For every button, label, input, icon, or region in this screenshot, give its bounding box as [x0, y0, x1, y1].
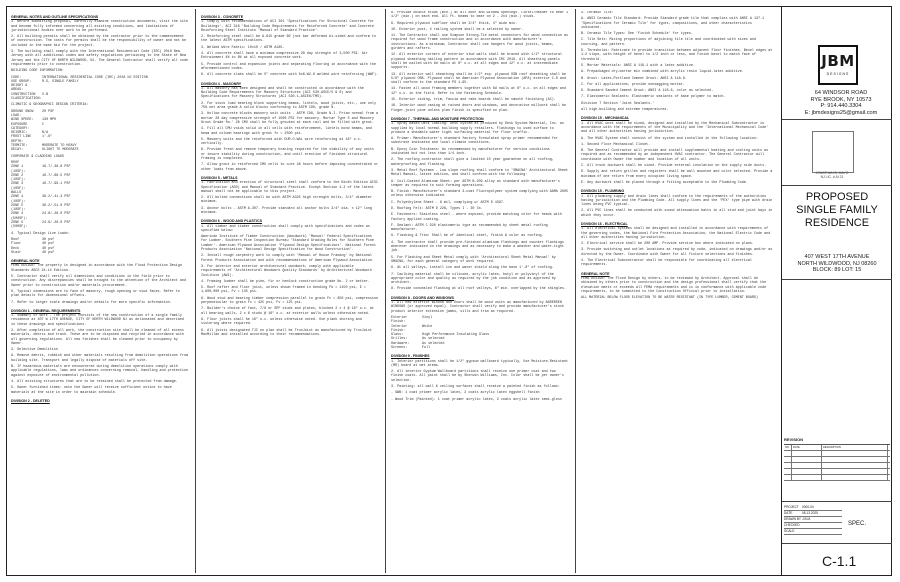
note-paragraph: 1. All timber and timber construction shall comply with specifications and codes as specified below: [201, 224, 370, 233]
note-paragraph: 12. All exterior corners of exterior stud walls shall be braced with 1/2" structural plywood sheathing nailing pattern in accordance with IRC 2018. All sheathing panels shall be nailed with 8d nails at 6" o.c. at all edges and 12" o.c. at intermediate supports. [391, 53, 562, 71]
criteria-value: 24.8/-28.0 PSF [42, 221, 71, 226]
criteria-value: R-5, SINGLE FAMILY [42, 79, 79, 84]
note-paragraph: A. Prepackaged dry-mortar mix combined with acrylic resin liquid-latex additive. [581, 70, 744, 75]
separator-line [782, 185, 892, 186]
criteria-value: 16.7/-68.5 PSF [42, 173, 71, 178]
criteria-label: ZONE 2 (10SF): [11, 173, 26, 183]
revision-header: DATE [792, 445, 822, 450]
note-paragraph: D. Supply and return grilles and registers shall be wall mounted and color selected. Provide a minimum of one return from every occupied living space. [581, 170, 773, 179]
criteria-value: MODERATE TO HEAVY [42, 144, 77, 149]
note-paragraph: 1. All HVAC work shall be sized, designed and installed by the Mechanical Subcontractor in accordance with the requirements of the Municipality and the 'International Mechanical Code' and all other authorities having jurisdiction. [581, 121, 769, 135]
criteria-value: 16.7/-99.1 PSF [42, 182, 71, 187]
note-paragraph: B. Grout: Latex-Portland Cement Grout: ANSI A 118.6. [581, 76, 687, 81]
note-paragraph: 6. Wood stud and bearing timber compression parallel to grain Fc = 850 psi, compression perpendicular to grain Fc = 425 psi, Fv = 125 psi. [201, 296, 379, 306]
note-paragraph: 2. All building permits shall be obtained by the contractor prior to the commencement of construction. The costs for permits shall be the responsibility of owner and not be included in the base bid for the project. [11, 35, 186, 48]
firm-address [796, 90, 886, 116]
note-paragraph: B. If hazardous materials are encountered during demolition operations comply with applicable regulations, laws and ordinances concerning removal, handling and protection against exposure of environmental pollution. [11, 365, 189, 378]
revision-title: REVISION [784, 437, 804, 442]
criteria-label: ZONE 5 (500SF): [11, 221, 28, 230]
criteria-value: 16.7/-38.8 PSF [42, 165, 71, 170]
address-line: E: jbmdesigns25@gmail.com [804, 109, 878, 116]
note-paragraph: FEMA DESIGN: The Flood Design by others, to be reviewed by Architect. Approval shall be obtained by others prior to construction and the design professional shall certify that the elevation meets or exceeds all FEMA requirements and is in conformance with applicable code requirements, to be submitted to the Construction Official prior to installation. [581, 276, 767, 294]
note-paragraph: FEMA DESIGN: The property is designed in accordance with the Flood Protection Design Standards ASCE 24-14 Edition. [11, 264, 182, 273]
criteria-label: GROUND SNOW LOAD: [11, 109, 34, 118]
note-paragraph: C. Polyethylene Sheet - 6 mil, complying w/ ASTM D 4397. [391, 200, 505, 205]
note-paragraph: 8. Provide double studs (min.) at all door and window openings. Lintel/Header to bear 1 1/2" (min.) on each end. All ft. beams to bear on 2 - 2x4 (min.) studs. [391, 11, 569, 20]
project-title [786, 191, 888, 230]
criteria-value: C [42, 122, 45, 127]
section-heading: DIVISION 4 - MASONRY [201, 81, 242, 86]
section-heading: DIVISION 8 - DOORS AND WINDOWS [391, 295, 454, 300]
note-paragraph: C. All trunk ductwork shall be sized. Provide external insulation on the supply side ducts. [581, 164, 767, 169]
criteria-label: WALLS [11, 190, 22, 195]
criteria-value: V-B [42, 92, 49, 97]
note-paragraph: B. Ceramic Tile Types: See 'Finish Schedule' for types. [581, 32, 693, 37]
note-paragraph: 6. Provide fresh and remove temporary bracing required for the stability of any units or insure stability during construction, and until erection of finished structural framing is completed. [201, 148, 374, 162]
note-paragraph: 7. Refer to larger scale drawings and/or details for more specific information. [11, 300, 172, 305]
info-row [784, 529, 842, 535]
criteria-value: 40 psf [42, 242, 55, 247]
revision-header: NO. [784, 445, 792, 450]
note-paragraph: 5. Roof rafter and floor joist, unless shown framed in bending Fb = 1150 psi, E = 1,600,000 psi, Fv = 135 psi. [201, 286, 366, 295]
criteria-label: TERMITE: [11, 144, 28, 149]
note-paragraph: 2. For stock load bearing block supporting beams, lintels, wood joists, etc., use only 75% net area grade A solid blocks conforming to ASTM C90, grade N. [201, 101, 376, 111]
criteria-value: Full [422, 346, 431, 350]
note-paragraph: 2. All bolted connections shall be with ASTM A325 high strength bolts, 3/4" diameter minimum. [201, 196, 372, 205]
note-paragraph: BUILDING CODE INFORMATION: [11, 69, 64, 74]
section-heading: DIVISION 15 - MECHANICAL [581, 116, 630, 121]
note-paragraph: 2. The roofing contractor shall give a limited 10 year guarantee on all roofing, waterproofing and flashing. [391, 158, 554, 167]
note-paragraph: 2. After completion of all work, the construction site shall be cleaned of all excess materials, debris and trash. These are to be disposed and recycled in accordance with all governing regulations. All new finishes shall be cleaned prior to occupancy by Owner. [11, 329, 184, 346]
criteria-label: CODE: [11, 75, 22, 80]
column-divider [195, 9, 196, 573]
note-paragraph: 3. The building shall comply with the International Residential Code (IRC) 2018 New Jersey with all additional codes and safety regulations pertaining to the State of New Jersey and the CITY OF NORTH WILDWOOD, NJ. The General Contractor shall verify all code requirements prior to construction. [11, 50, 189, 67]
section-heading: DIVISION 9 - FINISHES [391, 354, 430, 359]
criteria-label: USE GROUP: [11, 79, 32, 84]
note-paragraph: 14. Fasten all wood framing members together with 8d nails at 6" o.c. on all edges and 12" o.c. in the field. Refer to the Fastening Schedule. [391, 87, 566, 96]
criteria-value [42, 84, 189, 93]
criteria-value: 38.2/-51.0 PSF [42, 203, 71, 208]
note-paragraph: 3. Hollow concrete blocks masonry unit units - ASTM C90, Grade N-I. Prism normal from a mortar 28 day compressive strength of 1500 PSI for masonry. Mortar Type S and Masonry Grout Grade fm.' 28 CMU shall be fully grouted at each rail and be filled with grout. [201, 112, 379, 125]
note-paragraph: 4. The contractor shall provide pre-finished aluminum flashings and counter flashings wherever indicated on the drawings and as necessary to make a weather and water-tight job. [391, 240, 564, 254]
project-address-line: NORTH WILDWOOD, NJ 08260 [797, 260, 877, 267]
column-divider [575, 9, 576, 573]
logo-main: JBM [821, 52, 855, 70]
sheet-number: C-1.1 [822, 553, 857, 569]
note-paragraph: 5. Mortar Materials: ANSI A 118.1 with a latex additive. [581, 63, 695, 68]
info-label: CHECKED [784, 523, 800, 527]
note-paragraph: C. For all applications, provide nonsagging mortar. [581, 82, 685, 87]
note-paragraph: A. Coil-Coated Aluminum Sheet: per ASTM B-209 alloy as standard with manufacturer's temper as required to suit forming operations. [391, 179, 560, 188]
note-paragraph: 8. Provide concealed flashing at all roof valleys, 6" min. overlapped by the shingles. [391, 287, 566, 292]
separator-line [782, 279, 892, 280]
note-paragraph: E. Any ductwork shall be placed through a fitting acceptable to the Plumbing Code. [581, 180, 748, 185]
note-paragraph: 4. Typical Design Live Loads: [11, 231, 71, 236]
note-paragraph: 3. Anchor bolts - ASTM A-307. Provide standard all anchor bolts 3/4" dia. x 12" long minimum. [201, 206, 372, 215]
criteria-label: Exterior Finish: [391, 315, 408, 325]
criteria-label: HEIGHT & AREAS: [11, 84, 28, 93]
note-paragraph: 3. For interior and exterior architectural woodwork, comply with applicable requirements of 'Architectural Woodwork Quality Standards' by Architectural Woodwork Institute (AWI). [201, 264, 372, 278]
project-info-table [784, 505, 842, 535]
criteria-value: High Performance Insulating Glass [422, 333, 490, 338]
seal-name: JONATHAN B. MAYO [815, 171, 849, 175]
note-paragraph: A. Remove debris, rubbish and other materials resulting from demolition operations from building site. Transport and legally dispose of materials off site. [11, 354, 189, 363]
revision-table [784, 437, 890, 481]
note-paragraph: 7. Elastomeric Sealants: Elastomeric sealants of base polymer to match. [581, 95, 726, 100]
note-paragraph: 9. All joists designated TJI on plan shall be TrusJoist as manufactured by TrusJoist MacMillan and installed according to their recommendations. [201, 328, 372, 337]
criteria-label: Interior Finish: [391, 324, 408, 333]
note-paragraph: F. Sealant: ASTM C 920 elastomeric type as recommended by sheet metal roofing manufacturer. [391, 223, 548, 233]
notes-column-3 [391, 11, 569, 571]
note-paragraph: A. ANSI Ceramic Tile Standard: Provide Standard grade tile that complies with ANSI A 137.1 'Specifications for Ceramic Tile' for types, compositions, and other characteristics indicated. [581, 17, 765, 30]
criteria-table [11, 238, 189, 255]
criteria-label: ZONE 1 (10SF): [11, 165, 26, 174]
separator-line [782, 501, 892, 502]
note-paragraph: 4. Ceramic Tile: [581, 11, 614, 15]
note-paragraph: 13. All exterior wall sheathing shall be 1/2" exp. plywood OSB roof sheathing shall be 5/8" plywood OSB. Plywood shall be American Plywood Association (APA) exterior C-D and shall conform to the standard PS 1-95. [391, 72, 566, 86]
criteria-value: 40 psf [42, 246, 55, 251]
address-line: RYE BROOK, NY 10573 [810, 96, 872, 103]
section-heading: DIVISION 3 - CONCRETE [201, 15, 244, 19]
note-paragraph: B. Finish: Manufacturer's standard 3-coat Fluoropolymer system complying with AAMA 2605 unless otherwise indicated. [391, 190, 569, 199]
professional-seal [812, 123, 852, 181]
note-paragraph: 8. Floor joists shall be 16" o.c. unless otherwise noted. Use plank shoring and sistering where required. [201, 317, 362, 327]
note-paragraph: 4. Fill all CMU voids solid in all cells with reinforcement, lintels bond beams, and beam and column bearings with grout fc = 2500 psi. [201, 127, 372, 136]
section-heading: GENERAL NOTES AND OUTLINE SPECIFICATIONS [11, 15, 99, 19]
info-value [802, 523, 842, 528]
revision-row [784, 475, 890, 481]
section-heading: DIVISION 7 - THERMAL AND MOISTURE PROTECTION [391, 116, 484, 121]
criteria-table [11, 110, 189, 153]
section-heading: DIVISION 2 - DELETED [11, 398, 50, 403]
section-heading: DIVISION 1 - GENERAL REQUIREMENTS [11, 308, 81, 313]
notes-column-1 [11, 11, 189, 571]
criteria-label: ZONE 5 (10SF): [11, 203, 26, 213]
column-divider [385, 9, 386, 573]
criteria-table [391, 316, 569, 350]
note-paragraph: American Institute of Timber Construction (Woodwork) 'Manual' Federal Specifications for Lumber. Southern Pine Inspection Bureau 'Standard Grading Rules for Southern Pine Lumber'. American Plywood Association 'Plywood Design Specifications'. National Forest Products Association 'National Design Specification for Wood Construction'. [201, 235, 376, 253]
criteria-label: ZONE 3 (10SF): [11, 182, 26, 191]
note-paragraph: 4. All existing structures that are to be retained shall be protected from damage. [11, 379, 178, 384]
criteria-label: DECAY: [11, 148, 24, 153]
note-paragraph: 15. Exterior siding, trim, fascia and rake boards shall be smooth finishing (AC). [391, 98, 556, 103]
info-value: J.B.M. [802, 517, 812, 521]
criteria-value: As selected [422, 341, 445, 346]
notes-column-2 [201, 11, 379, 571]
separator-line [782, 119, 892, 120]
note-paragraph: 6. Standard Sanded Cement Grout: ANSI A 118.6, color as selected. [581, 89, 714, 94]
criteria-value: 40 psf [42, 250, 55, 255]
note-paragraph: 1. Before submitting proposal, carefully examine construction documents, visit the site and become fully informed concerning all existing conditions, and limitations of jurisdictional bodies over work to be performed. [11, 20, 189, 33]
criteria-value: 130 MPH [42, 118, 57, 123]
title-block [781, 7, 892, 575]
sheet-title: SPEC. [848, 521, 867, 527]
criteria-label: ZONE 4 (10SF): [11, 195, 26, 204]
separator-line [782, 543, 892, 544]
note-paragraph: D. Roofing Felt: ASTM D 226, Types I - 30 lb. [391, 206, 483, 211]
note-paragraph: 1. All new exterior Window and Doors shall be wood units as manufactured by ANDERSEN WINDOWS (or approved equal). Contractor shall verify and provide manufacturer's stock product interior extension jambs, sills and trim as required. [391, 301, 564, 314]
criteria-value: As selected [422, 337, 445, 342]
note-paragraph: 7. Caulking material shall be silicone, acrylic latex, butyl or polyvinyl of the appropriate color and quality as required by the job condition and as approved by architect. [391, 272, 556, 286]
info-label: DATE [784, 511, 793, 515]
criteria-value: 20 PSF [42, 109, 55, 114]
note-paragraph: Division 7 Section 'Joint Sealants.' [581, 101, 655, 106]
criteria-label: Glass: [391, 333, 404, 338]
info-value: 0000-04 [802, 505, 814, 509]
section-heading: DIVISION 6 - WOOD AND PLASTICS [201, 219, 262, 224]
note-paragraph: 2. Reinforcing steel shall be A-615 grade 60 (not bar deformed bi-sided and conform to the latest ASTM specifications. [201, 35, 376, 44]
seal-license: NJ LIC. # AI 21 [820, 175, 844, 179]
project-address-line: BLOCK: 89 LOT: 15 [812, 267, 862, 274]
note-paragraph: 9. Required plywood subfloor shall be 3/4" thick, 4" wide min. [391, 21, 518, 26]
note-paragraph: D. Thresholds: Fabricate to provide transition between adjacent floor finishes. Bevel edges at 1:2 slope, with height of bevel to 1/2 inch or less, and finish bevel to match face of threshold. [581, 49, 773, 62]
note-paragraph: 3. Metal Roof Systems - Low slope roofing shall conform to 'SMACNA' Architectural Sheet Metal Manual, latest edition, and shall conform with the following: [391, 168, 569, 178]
note-paragraph: 1. Comply with recommendations of ACI 301 'Specifications for Structural Concrete for Buildings', ACI 318 'Building Code Requirements for Reinforced Concrete' and Concrete Reinforcing Steel Institute 'Manual of Standard Practice'. [201, 20, 374, 33]
criteria-label: Grilles: [391, 337, 408, 342]
drawing-sheet [6, 6, 892, 576]
criteria-label: Floor [11, 242, 22, 247]
note-paragraph: C. Tile Sets: Mixing proportions of adjoining tile tile and coordinated with sizes and coursing, and pattern. [581, 38, 756, 47]
project-title-line: SINGLE FAMILY [796, 204, 878, 216]
project-title-line: PROPOSED [805, 191, 869, 203]
note-paragraph: 11. The Contractor shall use Simpson Strong-Tie metal connectors for wood connection as required for wood frame construction and in accordance with manufacturer's instructions. As a minimum, Contractor shall use hangers for wood joists, beams, girders and rafters. [391, 34, 569, 52]
criteria-value: White [422, 324, 433, 329]
criteria-label: SEISMIC: [11, 131, 28, 136]
note-paragraph: CLIMATIC & GEOGRAPHIC DESIGN CRITERIA: [11, 103, 89, 108]
note-paragraph: 2. All interior Gypsum Wallboard partitions shall receive one primer coat and two finish coats. All paint shall be by Sherwin Williams, Inc. Color shall be per owner's selection. [391, 370, 564, 383]
section-heading: DIVISION 16 - ELECTRICAL [581, 221, 628, 226]
criteria-label: EXPOSURE CATEGORY: [11, 122, 30, 131]
note-paragraph: 5. Masonry units and the reinforced with DUR-O-WAL wire reinforcing at 16" o.c. vertically. [201, 137, 362, 147]
notes-column-4 [581, 11, 773, 571]
project-title-line: RESIDENCE [804, 217, 870, 229]
address-line: P: 914.440.3304 [820, 103, 862, 110]
note-paragraph: 5. For Flashing and Sheet Metal comply with 'Architectural Sheet Metal Manual' by SMACNA, for each general category of work required. [391, 255, 556, 264]
info-label: DRAWN BY [784, 517, 802, 521]
note-paragraph: G. Flashing & Trim: Shall be of identical steel, finish & color as roofing. [391, 234, 544, 239]
criteria-value: Vinyl [422, 315, 433, 320]
criteria-label: Deck [11, 246, 20, 251]
note-paragraph: 16. Interior wood casing at raised doors and windows, and decorative millwork shall be finger-joint pine unless plan finish is specified on plan. [391, 104, 566, 113]
note-paragraph: 1. Fabrication and erection of structural steel shall conform to the Ninth Edition AISC Specification (ASD) and Manual of Standard Practice. Except Section 4.2 of the latest manual shall not be applicable to this project. [201, 181, 379, 194]
seal-label [812, 171, 852, 179]
note-paragraph: 1. Second Floor Mechanical Closet. [581, 142, 651, 147]
criteria-label: ROOF [11, 160, 20, 165]
note-paragraph: 7. Allow grout in reinforced CMU cells to cure 48 hours before imposing concentrated or other loads from above. [201, 163, 379, 172]
section-heading: GENERAL NOTE [581, 271, 610, 276]
criteria-label: Stair [11, 250, 22, 255]
note-paragraph: 4. All concrete shall have a minimum compressive 28 day strength of 3,500 PSI. Air Entrainment 4% to 6% at all exposed concrete work. [201, 52, 368, 61]
note-paragraph: 1. All masonry has been designed and shall be constructed in accordance with the Building Code Requirements for Masonry Structures (ACI 530-ASCE/5 & 6) and Specifications for Masonry Structures (ACI 530.1-ASCE6/TMS). [201, 86, 364, 100]
info-value: 08.13.2025 [802, 511, 818, 515]
project-address [786, 254, 888, 274]
note-paragraph: E. Fasteners: Stainless steel - where exposed, provide matching color for heads with factory applied coating. [391, 213, 562, 222]
criteria-label: CONSTRUCTION CLASSIFICATION: [11, 92, 42, 102]
criteria-value: SLIGHT TO MODERATE [42, 148, 79, 153]
address-line: 64 WINDSOR ROAD [814, 90, 868, 96]
section-heading: GENERAL NOTE [11, 259, 40, 264]
logo-sub: DESIGNS [826, 72, 850, 76]
note-paragraph: 6. Typical dimensions are to face of masonry, rough opening or stud faces. Refer to plan details for dimensional offsets. [11, 289, 180, 299]
note-paragraph: 3. Provide switching and outlet locations as required by code, indicated on drawings and/or as directed by the Owner. Coordinate with Owner for all fixture selections and finishes. [581, 248, 773, 257]
note-paragraph: CORPORATE & CLADDING LOADS [11, 154, 64, 159]
criteria-label: Screens: [391, 346, 408, 350]
criteria-label: Roof [11, 237, 20, 242]
note-paragraph: 2. Electrical service shall be 200 AMP. Provide service box where indicated on plans. [581, 242, 754, 247]
criteria-value: N/A [42, 131, 49, 136]
criteria-table [11, 76, 189, 102]
criteria-value: 30 psf [42, 237, 55, 242]
note-paragraph: B. Epoxy Coin Thickness: As recommended by manufacturer for service conditions indicated but not less than 1/4 inch. [391, 147, 550, 157]
criteria-label: FROST LINE DEPTH: [11, 135, 32, 144]
seal-box [812, 131, 854, 173]
note-paragraph: 1. All plumbing supply and drain lines shall conform to the requirements of the authorities having jurisdiction and the Plumbing Code. All supply lines and the 'PEX' type pipe with drain lines being PVC typical. [581, 194, 773, 208]
criteria-value: 38.2/-41.3 PSF [42, 195, 71, 200]
criteria-value: 24.8/-28.0 PSF [42, 212, 71, 217]
note-paragraph: 3. Welded Wire Fabric: 10x10 / ASTM A185. [201, 45, 285, 50]
project-address-line: 407 WEST 17TH AVENUE [804, 254, 870, 260]
info-value [802, 529, 842, 534]
note-paragraph: ALL MATERIAL BELOW FLOOD ELEVATION TO BE WATER RESISTANT (IN TYPE LUMBER, CEMENT BOARD) [581, 296, 759, 301]
note-paragraph: 1. Interior partitions shall be 1/2" gypsum wallboard typically, Use Moisture-Resistant (MR) board at wet areas. [391, 359, 569, 368]
note-paragraph: 5. Contractor shall verify all dimensions and conditions in the field prior to construction. Any discrepancies shall be brought to the attention of the Architect and Owner prior to construction and/or materials procurement. [11, 275, 186, 288]
note-paragraph: - Wood Trim (Painted): 1 coat primer acrylic latex, 2 coats acrylic latex semi-gloss [391, 397, 562, 402]
note-paragraph: 2. Install rough carpentry work to comply with 'Manual of House Framing' by National Forest Products Association and with recommendations of American Plywood Association. [201, 254, 374, 263]
criteria-value: 1'-6" [42, 135, 53, 140]
note-paragraph: 10. Exterior post, 4 railing system shall be a selected by owner. [391, 27, 524, 32]
note-paragraph: 7. Builder's choice of fast, 7/8 or SPF studs and plates, blocked 2 x 4 @ 16" o.c. at all bearing walls, 2 x 6 studs @ 16" o.c. at exterior walls unless otherwise noted. [201, 307, 374, 316]
note-paragraph: 1. Summary of Work - The project consists of the new construction of a single family residence at 407 W 17TH AVENUE, CITY OF NORTH WILDWOOD NJ as delineated and described in these drawings and specifications. [11, 314, 184, 327]
note-paragraph: A. Primer: Manufacturer's standard factory formulated spray primer recommended for substrate indicated and local climate conditions. [391, 137, 558, 146]
note-paragraph: 6. At all valleys, install ice and water shield along the base 1'-6" of roofing. [391, 266, 554, 271]
jbm-logo [818, 45, 858, 85]
revision-header: DESCRIPTION [822, 445, 888, 450]
criteria-label: WIND SPEED: [11, 118, 34, 123]
criteria-table [11, 161, 189, 230]
criteria-label: Hardware: [391, 341, 410, 346]
note-paragraph: 3. Painting: all wall & ceiling surfaces shall receive a painted finish as follows: [391, 385, 560, 390]
note-paragraph: 1. All electrical systems shall be designed and installed in accordance with requirements of the governing codes, the National Fire Protection Association, the National Electric Code and all other authorities having jurisdiction. [581, 227, 771, 240]
criteria-label: ZONE 4 (500SF): [11, 212, 28, 221]
note-paragraph: 5. Provide control and expansion joints and separating flooring in accordance with the aforementioned codes. [201, 62, 376, 71]
note-paragraph: all high-building and extreme temperatures. [581, 108, 669, 113]
note-paragraph: 3. Selective Demolition [11, 348, 58, 353]
note-paragraph: A. The HVAC System shall consist of the system and installed in the following location: [581, 136, 759, 141]
note-paragraph: 2. All PVC lines shall be conducted with sound attenuation batts in all stud and joist bays in which they occur. [581, 209, 773, 218]
section-heading: DIVISION 5 - METALS [201, 175, 238, 180]
criteria-value: INTERNATIONAL RESIDENTIAL CODE (IRC) 2018 NJ EDITION [42, 75, 148, 80]
note-paragraph: 4. Framing lumber shall be pine, fir or hemlock construction grade No. 2 or better. [201, 279, 370, 284]
note-paragraph: 6. All concrete slabs shall be 5" concrete with 6x6-W2.9 welded wire reinforcing (WWF). [201, 73, 379, 78]
info-label: PROJECT [784, 505, 799, 509]
note-paragraph: 1. Spray Based Deck Coating: Desk System as produced by Desk System Material, Inc. as supplied by local normal building supply retailers. Flashings to used surface to produce a shedable water tight surfacing material for floor traffic. [391, 122, 564, 135]
note-paragraph: B. The General Contractor will provide and install supplemental heating and cooling units as required and as recommended by an independent HVAC contractor. The General Contractor will coordinate with Owner the number and location of all units. [581, 149, 769, 162]
note-paragraph: 5. Owner furnished items: note the Owner will receive sufficient notice to have materials at the site in order to maintain schedule. [11, 386, 172, 395]
section-heading: DIVISION 15 - PLUMBING [581, 189, 625, 194]
info-label: SCALE [784, 529, 795, 533]
note-paragraph: 4. The Electrical Subcontractor shall be responsible for coordinating all electrical requirements. [581, 259, 752, 268]
note-paragraph: - GWB: 1 coat primer acrylic latex, 2 coats acrylic latex eggshell finish [391, 391, 540, 396]
